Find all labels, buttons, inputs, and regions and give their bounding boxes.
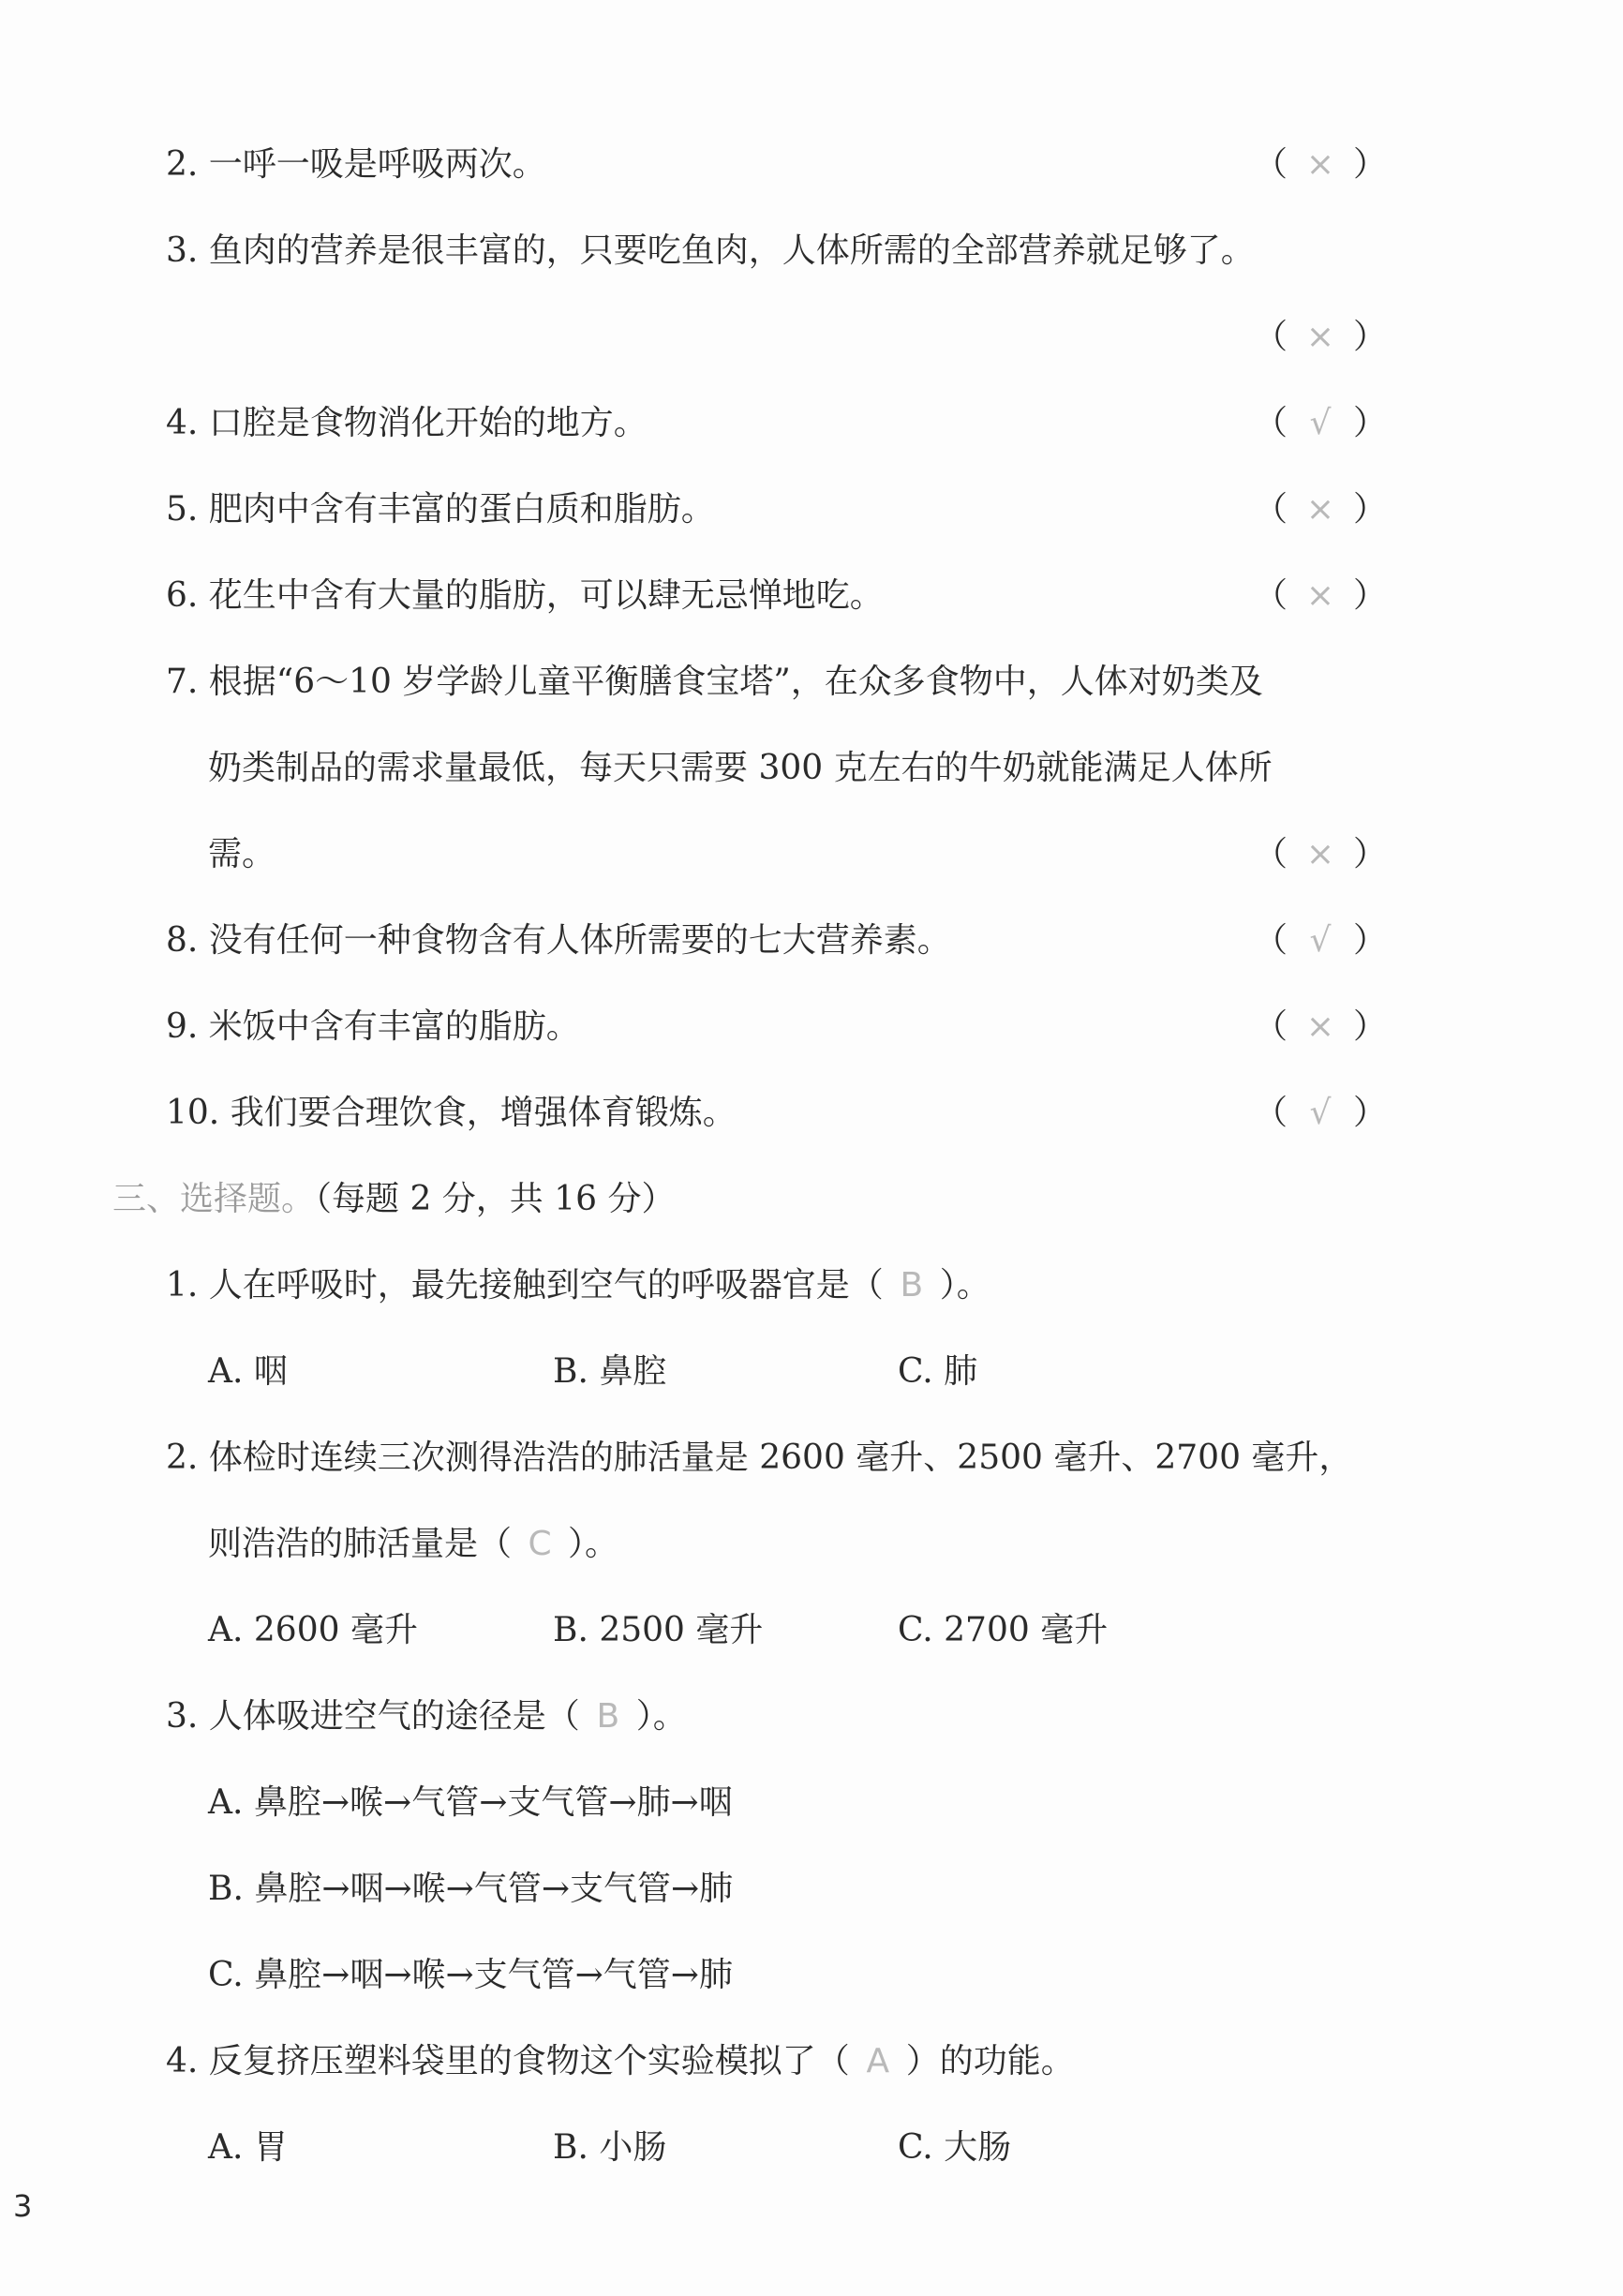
judge-item-10: 10. 我们要合理饮食，增强体育锻炼。 [166, 1094, 737, 1132]
q4-option-c: C. 大肠 [898, 2128, 1012, 2167]
judge-item-7-cont1: 奶类制品的需求量最低，每天只需要 300 克左右的牛奶就能满足人体所 [208, 749, 1273, 787]
choice-question-1: 1. 人在呼吸时，最先接触到空气的呼吸器官是（ B ）。 [166, 1263, 990, 1308]
judge-mark-10: （ √ ） [1254, 1094, 1388, 1132]
q2-option-b: B. 2500 毫升 [553, 1611, 764, 1649]
judge-mark-7: （ × ） [1254, 835, 1388, 873]
page-number: 3 [13, 2188, 33, 2224]
judge-mark-8: （ √ ） [1254, 921, 1388, 960]
q3-option-a: A. 鼻腔→喉→气管→支气管→肺→咽 [208, 1783, 733, 1822]
answer-q2: C [528, 1525, 552, 1563]
q4-option-b: B. 小肠 [553, 2128, 667, 2167]
judge-item-5: 5. 肥肉中含有丰富的蛋白质和脂肪。 [166, 490, 715, 529]
section-heading [112, 1177, 676, 1222]
judge-item-4: 4. 口腔是食物消化开始的地方。 [166, 404, 648, 442]
judge-mark-4: （ √ ） [1254, 404, 1388, 442]
judge-item-7: 7. 根据“6～10 岁学龄儿童平衡膳食宝塔”，在众多食物中，人体对奶类及 [166, 663, 1263, 701]
q4-option-a: A. 胃 [208, 2128, 288, 2167]
choice-question-2: 2. 体检时连续三次测得浩浩的肺活量是 2600 毫升、2500 毫升、2700 毫升， [166, 1439, 1353, 1477]
section-title: 三、选择题。 [112, 1180, 316, 1218]
q1-option-a: A. 咽 [208, 1352, 288, 1391]
judge-item-2: 2. 一呼一吸是呼吸两次。 [166, 145, 546, 184]
q3-option-b: B. 鼻腔→咽→喉→气管→支气管→肺 [208, 1870, 734, 1908]
choice-question-3: 3. 人体吸进空气的途径是（ B ）。 [166, 1694, 687, 1739]
judge-item-6: 6. 花生中含有大量的脂肪，可以肆无忌惮地吃。 [166, 576, 884, 615]
judge-item-3: 3. 鱼肉的营养是很丰富的，只要吃鱼肉，人体所需的全部营养就足够了。 [166, 231, 1255, 270]
judge-mark-2: （ × ） [1254, 145, 1388, 184]
q2-option-c: C. 2700 毫升 [898, 1611, 1109, 1649]
q2-option-a: A. 2600 毫升 [208, 1611, 418, 1649]
judge-mark-3: （ × ） [1254, 318, 1388, 356]
judge-item-7-cont2: 需。 [208, 835, 276, 873]
q1-option-c: C. 肺 [898, 1352, 978, 1391]
q1-option-b: B. 鼻腔 [553, 1352, 667, 1391]
section-score: （每题 2 分，共 16 分） [315, 1180, 676, 1218]
judge-item-9: 9. 米饭中含有丰富的脂肪。 [166, 1007, 580, 1046]
judge-mark-6: （ × ） [1254, 576, 1388, 615]
answer-q1: B [900, 1266, 924, 1305]
judge-mark-9: （ × ） [1254, 1007, 1388, 1046]
choice-question-2-cont: 则浩浩的肺活量是（ C ）。 [208, 1522, 618, 1567]
answer-q3: B [596, 1697, 620, 1736]
choice-question-4: 4. 反复挤压塑料袋里的食物这个实验模拟了（ A ）的功能。 [166, 2039, 1075, 2084]
answer-q4: A [866, 2042, 890, 2080]
judge-item-8: 8. 没有任何一种食物含有人体所需要的七大营养素。 [166, 921, 951, 960]
judge-mark-5: （ × ） [1254, 490, 1388, 529]
q3-option-c: C. 鼻腔→咽→喉→支气管→气管→肺 [208, 1956, 733, 1994]
